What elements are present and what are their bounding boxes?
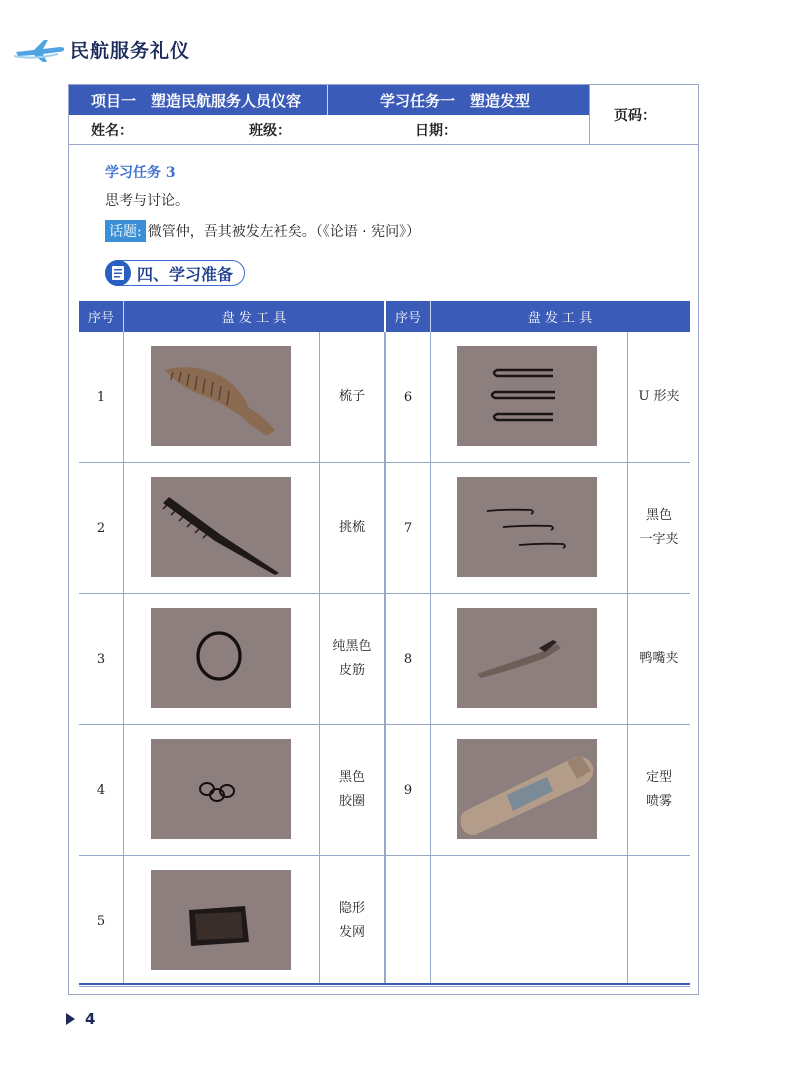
tail-comb-photo [151, 477, 291, 577]
col-tools-left: 盘 发 工 具 [221, 311, 287, 326]
topic-tag: 话题: [105, 220, 146, 242]
project-header-bar [69, 85, 589, 115]
row-number: 5 [96, 913, 106, 929]
task-title: 学习任务一 塑造发型 [380, 91, 531, 110]
project-title: 项目一 塑造民航服务人员仪容 [91, 91, 302, 110]
rubber-bands-photo [151, 739, 291, 839]
triangle-arrow-icon [66, 1013, 75, 1025]
topic-text: 微管仲，吾其被发左衽矣。（《论语 · 宪问》） [147, 224, 421, 240]
airplane-icon [14, 34, 66, 64]
col-index-right: 序号 [394, 311, 421, 326]
tool-name: 隐形 发网 [338, 901, 365, 940]
row-number: 4 [96, 782, 106, 798]
page-number: 4 [85, 1010, 96, 1028]
row-number: 6 [403, 389, 413, 405]
discussion-text: 思考与讨论。 [105, 193, 189, 209]
tool-name: 梳子 [338, 389, 365, 404]
hairspray-photo [457, 739, 597, 839]
duckbill-clip-photo [457, 608, 597, 708]
table-row [79, 725, 690, 856]
u-pins-photo [457, 346, 597, 446]
brand-header [14, 34, 190, 64]
table-row [79, 463, 690, 594]
tool-name: 定型 喷雾 [645, 770, 672, 809]
task-label: 学习任务 3 [105, 165, 176, 181]
tool-name: 黑色 胶圈 [338, 770, 365, 809]
topic-line [105, 220, 420, 242]
bobby-pins-photo [457, 477, 597, 577]
tool-name [628, 856, 690, 986]
student-info-row [69, 115, 589, 145]
page-code-box [589, 85, 699, 145]
tool-name: 纯黑色 皮筋 [332, 639, 372, 678]
worksheet-frame [68, 84, 699, 995]
tool-name: 鸭嘴夹 [639, 651, 679, 666]
name-label: 姓名： [91, 122, 133, 139]
document-icon [105, 260, 131, 286]
row-number [386, 856, 430, 986]
page-footer [66, 1010, 95, 1028]
tool-name: 黑色 一字夹 [639, 508, 679, 547]
row-number: 8 [403, 651, 413, 667]
tool-name: U 形夹 [638, 389, 680, 404]
table-row [79, 856, 690, 987]
col-tools-right: 盘 发 工 具 [527, 311, 593, 326]
book-title: 民航服务礼仪 [70, 39, 191, 62]
section-heading [105, 260, 245, 286]
row-number: 2 [96, 520, 106, 536]
class-label: 班级： [249, 122, 291, 139]
table-bottom-rule [79, 983, 690, 985]
table-header [79, 301, 690, 332]
table-row [79, 332, 690, 463]
row-number: 3 [96, 651, 106, 667]
col-index-left: 序号 [87, 311, 114, 326]
table-row [79, 594, 690, 725]
section-title: 四、学习准备 [137, 264, 234, 284]
date-label: 日期： [415, 122, 457, 139]
hair-tie-photo [151, 608, 291, 708]
row-number: 7 [403, 520, 413, 536]
tool-name: 挑梳 [338, 520, 365, 535]
row-number: 9 [403, 782, 413, 798]
hair-net-photo [151, 870, 291, 970]
row-number: 1 [96, 389, 106, 405]
comb-photo [151, 346, 291, 446]
page-code-label: 页码： [614, 107, 656, 124]
